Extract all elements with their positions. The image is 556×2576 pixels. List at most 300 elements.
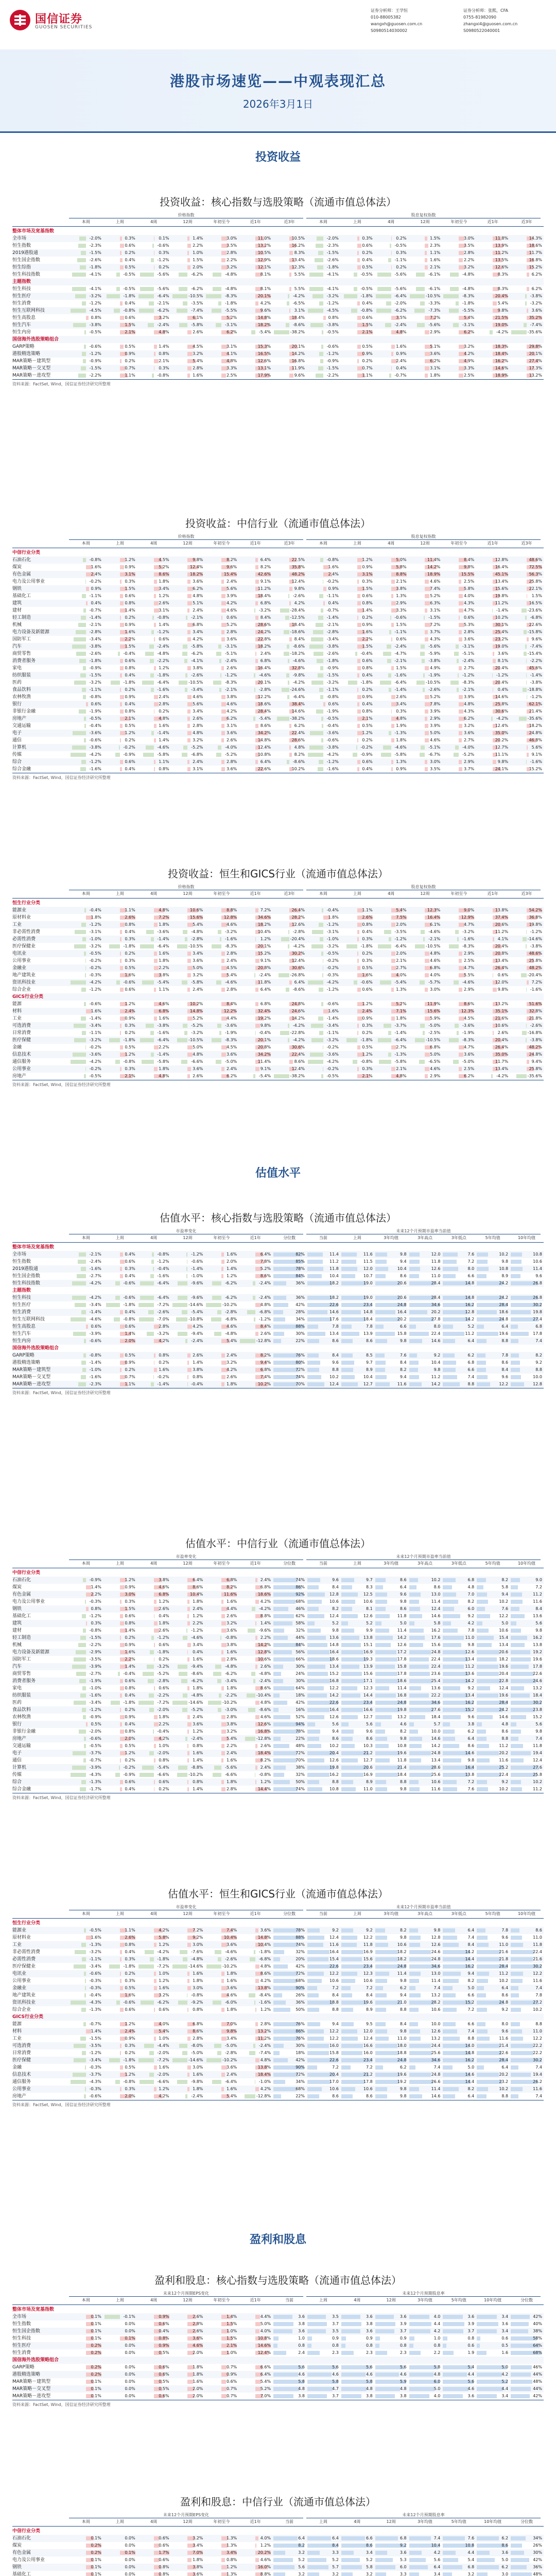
table-cell [171,285,205,293]
cell-value: 6.2% [227,330,237,334]
cell-value: 28.6% [258,622,271,627]
table-cell [171,964,205,972]
table-row [12,629,544,636]
cell-value: 5.7 [434,1722,441,1726]
value-bar [313,630,323,634]
table-cell [306,751,340,758]
table-cell [103,693,137,701]
source-note: 资料来源：FactSet, Wind，国信证券经济研究所整理 [12,1082,111,1088]
table-cell [137,285,171,293]
value-bar [120,616,121,620]
value-bar [145,652,154,656]
cell-value: 3.2% [464,265,474,269]
cell-value: -1.2% [157,1635,169,1640]
cell-value: 11.7% [495,1059,508,1064]
table-cell [374,722,408,730]
table-cell [374,571,408,578]
cell-value: 62% [296,1614,305,1618]
cell-value: 0.3% [396,709,406,714]
value-bar [85,959,86,963]
cell-value: -3.2% [327,944,339,948]
table-cell [476,744,510,751]
cell-value: 6.2% [464,330,474,334]
cell-value: 2.7% [464,666,474,670]
table-cell [171,708,205,715]
cell-value: 4.5% [464,1016,474,1021]
cell-value: 16.4 [329,1707,339,1712]
table-cell [103,672,137,679]
cell-value: 9.8 [501,1259,508,1264]
value-bar [309,745,323,750]
cell-value: 0.9% [396,351,406,356]
table-cell [476,766,510,773]
table-cell [69,744,103,751]
table-cell [204,950,238,957]
cell-value: 4.6% [430,579,440,584]
table-cell [510,758,544,766]
value-bar [221,637,225,641]
table-cell [69,672,103,679]
row-label: 恒生汽车 [12,321,69,329]
value-bar [151,630,153,634]
cell-value: 3.1% [193,767,203,771]
cell-value: 0.9% [362,565,372,569]
cell-value: 14.2 [465,1317,474,1321]
value-bar [318,616,323,620]
cell-value: 15.8 [397,1664,407,1669]
cell-value: -20.4% [290,937,305,941]
value-bar [425,608,427,613]
table-cell [103,766,137,773]
table-header-rule [12,898,544,899]
table-cell [408,708,442,715]
table-cell [340,950,374,957]
table-cell [476,650,510,657]
table-cell [272,365,306,372]
value-bar [74,1038,86,1042]
cell-value: 2.0% [125,1338,135,1343]
value-bar [80,265,86,269]
row-label: 家电 [12,1685,69,1692]
cell-value: -3.4% [225,1679,237,1683]
column-header: 12周 [171,891,205,897]
banner-divider [0,131,556,133]
table-cell [69,636,103,643]
cell-value: 7.2% [159,915,169,920]
cell-value: 0.9% [125,351,135,356]
cell-value: 5.5% [294,272,305,277]
value-bar [389,374,391,378]
table-cell [103,957,137,964]
cell-value: 5.1% [193,601,203,605]
cell-value: 70% [296,1382,305,1386]
row-label: 汽车 [12,643,69,650]
cell-value: -1.0% [90,1367,101,1372]
table-cell [510,972,544,979]
table-cell [306,343,340,350]
column-header: 年初至今 [204,1235,238,1242]
table-cell [408,257,442,264]
cell-value: 18.4% [292,315,305,320]
cell-value: -1.2% [90,301,101,306]
value-bar [387,645,391,649]
cell-value: -8.3% [462,944,474,948]
cell-value: -3.8% [327,323,339,327]
cell-value: 14.2 [397,1635,407,1640]
table-cell [272,964,306,972]
value-bar [142,681,153,685]
table-cell [442,737,476,744]
value-bar [255,580,258,584]
cell-value: 19.3 [363,1657,373,1662]
cell-value: 12.4 [499,1686,508,1690]
cell-value: 5.2 [468,1324,475,1329]
cell-value: 25.8% [529,579,542,584]
value-bar [255,937,256,941]
table-cell [204,1008,238,1015]
cell-value: 0.8% [362,601,372,605]
table-cell [171,564,205,571]
table-cell [442,636,476,643]
cell-value: -16.8% [528,1030,542,1035]
cell-value: -2.8% [327,630,339,634]
table-cell [238,964,272,972]
table-cell [408,321,442,329]
value-bar [357,580,359,584]
cell-value: -24.6% [290,687,305,692]
cell-value: 6.0 [468,1606,475,1611]
value-bar [120,966,123,970]
column-header: 上周 [340,540,374,547]
cell-value: 0.4% [328,601,339,605]
table-cell [340,592,374,600]
cell-value: -4.6% [394,745,406,750]
row-label: MAR策略－交叉型 [12,365,69,372]
column-header: 上周 [103,1561,137,1567]
value-bar [308,753,323,757]
cell-value: 8.2 [400,1729,407,1734]
table-cell [137,643,171,650]
value-bar [459,258,463,262]
table-cell [476,1001,510,1008]
cell-value: -8.3% [225,294,237,298]
table-cell [103,358,137,365]
table-cell [204,350,238,358]
value-bar [72,645,86,649]
table-cell [340,358,374,365]
cell-value: 2.0% [227,1259,237,1264]
cell-value: 11.0 [431,1274,441,1278]
cell-value: 5.6 [535,1621,542,1625]
value-bar [378,1038,391,1042]
row-label: 金融 [12,1044,69,1051]
cell-value: -6.4% [394,944,406,948]
table-cell [408,1029,442,1037]
value-bar [221,702,226,706]
value-bar [457,1031,459,1035]
table-cell [238,936,272,943]
column-header: 上周 [340,219,374,226]
cell-value: 0.2% [125,738,135,742]
cell-value: -18.6% [290,630,305,634]
cell-value: 2.4% [193,987,203,992]
table-cell [272,314,306,321]
table-cell [408,585,442,592]
table-cell [442,722,476,730]
table-cell [204,235,238,242]
cell-value: 7.1% [396,1009,406,1013]
cell-value: 6.2% [193,586,203,591]
value-bar [289,374,293,378]
cell-value: 2.9% [464,987,474,992]
table-cell [204,914,238,921]
cell-value: -0.6% [90,1002,101,1006]
cell-value: 11.4 [397,1628,407,1633]
table-cell [340,679,374,686]
table-cell [272,979,306,986]
table-cell [510,730,544,737]
cell-value: 17.6 [431,1635,441,1640]
cell-value: 16.2 [431,1628,441,1633]
cell-value: 1.3% [396,759,406,764]
table-cell [137,600,171,607]
source-note: 资料来源：FactSet, Wind，国信证券经济研究所整理 [12,1390,111,1396]
cell-value: 6.4% [260,987,271,992]
value-bar [421,745,425,750]
table-cell [137,321,171,329]
cell-value: 0.3% [125,1023,135,1028]
cell-value: 2.6% [396,694,406,699]
cell-value: 2.5% [464,958,474,963]
value-bar [457,688,459,692]
cell-value: 4.2% [227,601,237,605]
table-row [12,943,544,950]
table-cell [374,235,408,242]
table-cell [137,657,171,665]
cell-value: 8.6% [260,1274,271,1278]
cell-value: 0.6% [396,637,406,641]
value-bar [319,760,323,764]
cell-value: 2.8% [159,702,169,706]
cell-value: 8.2 [468,1599,475,1604]
table-cell [137,914,171,921]
cell-value: 1.5% [362,644,372,649]
cell-value: 2.1% [362,330,372,334]
analyst-2-email[interactable]: zhangxi4@guosen.com.cn [463,21,517,27]
cell-value: -8.3% [225,944,237,948]
value-bar [109,1038,120,1042]
cell-value: 11.8% [495,236,508,241]
cell-value: 74% [296,1375,305,1379]
value-bar [177,1038,187,1042]
value-bar [81,366,86,370]
cell-value: 0.2% [125,615,135,620]
cell-value: -4.2% [496,330,508,334]
value-bar [391,637,392,641]
cell-value: -5.2% [157,1671,169,1676]
table-cell [510,650,544,657]
row-label: 恒生消费 [12,300,69,307]
cell-value: -0.5% [327,951,339,956]
cell-value: 1.4% [193,236,203,241]
cell-value: 12.8 [533,1382,542,1386]
cell-value: 10.6% [495,1023,508,1028]
table-cell [442,314,476,321]
value-bar [212,944,221,948]
cell-value: -1.6% [462,937,474,941]
cell-value: -0.2% [360,745,372,750]
cell-value: 11.2 [465,1664,474,1669]
cell-value: 4.8% [396,1074,406,1078]
cell-value: 30.2 [533,1302,542,1307]
cell-value: 30.2 [533,1700,542,1705]
cell-value: 9.8 [434,1367,441,1372]
cell-value: 18.3% [495,344,508,349]
analyst-1-email[interactable]: wangxh@guosen.com.cn [371,21,422,27]
cell-value: -5.6% [428,323,440,327]
cell-value: -2.4% [225,658,237,663]
cell-value: 14.2 [329,1693,339,1698]
cell-value: 18.4 [533,1693,542,1698]
table-cell [69,657,103,665]
cell-value: -1.2% [90,351,101,356]
cell-value: -3.5% [394,929,406,934]
value-bar [221,374,226,378]
cell-value: 5.0 [501,1621,508,1625]
value-bar [311,1024,323,1028]
cell-value: 84% [296,1274,305,1278]
cell-value: 2.4% [396,359,406,363]
table-cell [408,715,442,722]
row-label: 有色金属 [12,1591,69,1598]
cell-value: 4.7% [464,965,474,970]
table-cell [272,921,306,928]
table-cell [137,1029,171,1037]
table-cell [103,585,137,592]
table-cell [171,914,205,921]
table-cell [374,1037,408,1044]
table-cell [137,350,171,358]
cell-value: -0.2% [327,965,339,970]
table-cell [171,329,205,336]
value-bar [85,1045,86,1049]
cell-value: -5.6% [394,272,406,277]
table-cell [476,242,510,249]
cell-value: 13.1% [258,366,271,370]
cell-value: -5.0% [225,1059,237,1064]
table-cell [306,257,340,264]
cell-value: 2.8% [227,951,237,956]
cell-value: 72% [296,1367,305,1372]
table-cell [204,564,238,571]
cell-value: 17.8 [397,1657,407,1662]
value-bar [522,608,527,613]
cell-value: 19.6 [499,1693,508,1698]
table-cell [69,1037,103,1044]
cell-value: 12.6 [465,1650,474,1654]
cell-value: 20.1% [258,1038,271,1042]
table-cell [103,271,137,278]
value-bar [459,601,463,605]
cell-value: 8.8 [535,1367,542,1372]
value-bar [74,1024,86,1028]
table-cell [476,921,510,928]
cell-value: -3.6% [225,1023,237,1028]
cell-value: 3.6% [227,1628,237,1633]
column-header: 近1年 [238,219,272,226]
value-bar [391,623,394,627]
value-bar [221,731,225,735]
value-bar [425,952,429,956]
column-header: 上周 [340,1235,374,1242]
cell-value: 4.4% [227,1016,237,1021]
table-cell [69,751,103,758]
table-cell [204,943,238,950]
cell-value: 8.8 [468,1382,475,1386]
cell-value: 10.2 [499,1599,508,1604]
cell-value: -3.8% [157,1023,169,1028]
table-cell [442,235,476,242]
cell-value: -0.8% [123,308,135,313]
cell-value: 80% [296,1360,305,1365]
table-cell [476,285,510,293]
cell-value: -3.2% [157,1331,169,1336]
table-cell [137,314,171,321]
cell-value: 12.6% [258,359,271,363]
value-bar [186,616,187,620]
cell-value: 1.4% [227,1266,237,1271]
cell-value: -10.8% [188,1317,203,1321]
table-cell [103,657,137,665]
cell-value: 1.4% [159,622,169,627]
value-bar [183,301,188,306]
cell-value: 10.8% [258,752,271,757]
value-bar [187,244,190,248]
table-cell [171,686,205,693]
cell-value: 0.9% [362,622,372,627]
cell-value: -4.2% [496,716,508,721]
cell-value: 7.4% [260,1375,271,1379]
cell-value: 4.3% [430,637,440,641]
table-row [12,1001,544,1008]
cell-value: 35.0% [495,731,508,735]
cell-value: 12.2 [329,1686,339,1690]
value-bar [423,673,425,677]
analyst-1-info [371,7,422,34]
cell-value: 1.6% [125,973,135,977]
value-bar [220,673,221,677]
cell-value: 34% [296,1317,305,1321]
cell-value: -4.2% [90,1295,101,1300]
table-cell [69,979,103,986]
table-cell [272,665,306,672]
cell-value: 16.8 [329,1679,339,1683]
value-bar [79,236,86,241]
cell-value: 2.4% [91,572,101,577]
table-cell [340,307,374,314]
cell-value: 3.6% [430,351,440,356]
table-cell [442,758,476,766]
table-cell [510,1037,544,1044]
table-cell [340,629,374,636]
cell-value: 6.6 [468,1274,475,1278]
cell-value: -2.4% [191,1338,203,1343]
cell-value: 0.5% [125,965,135,970]
cell-value: -1.6% [90,1693,101,1698]
cell-value: 2.5% [227,373,237,378]
row-label: 医疗保健业 [12,943,69,950]
table-cell [204,257,238,264]
